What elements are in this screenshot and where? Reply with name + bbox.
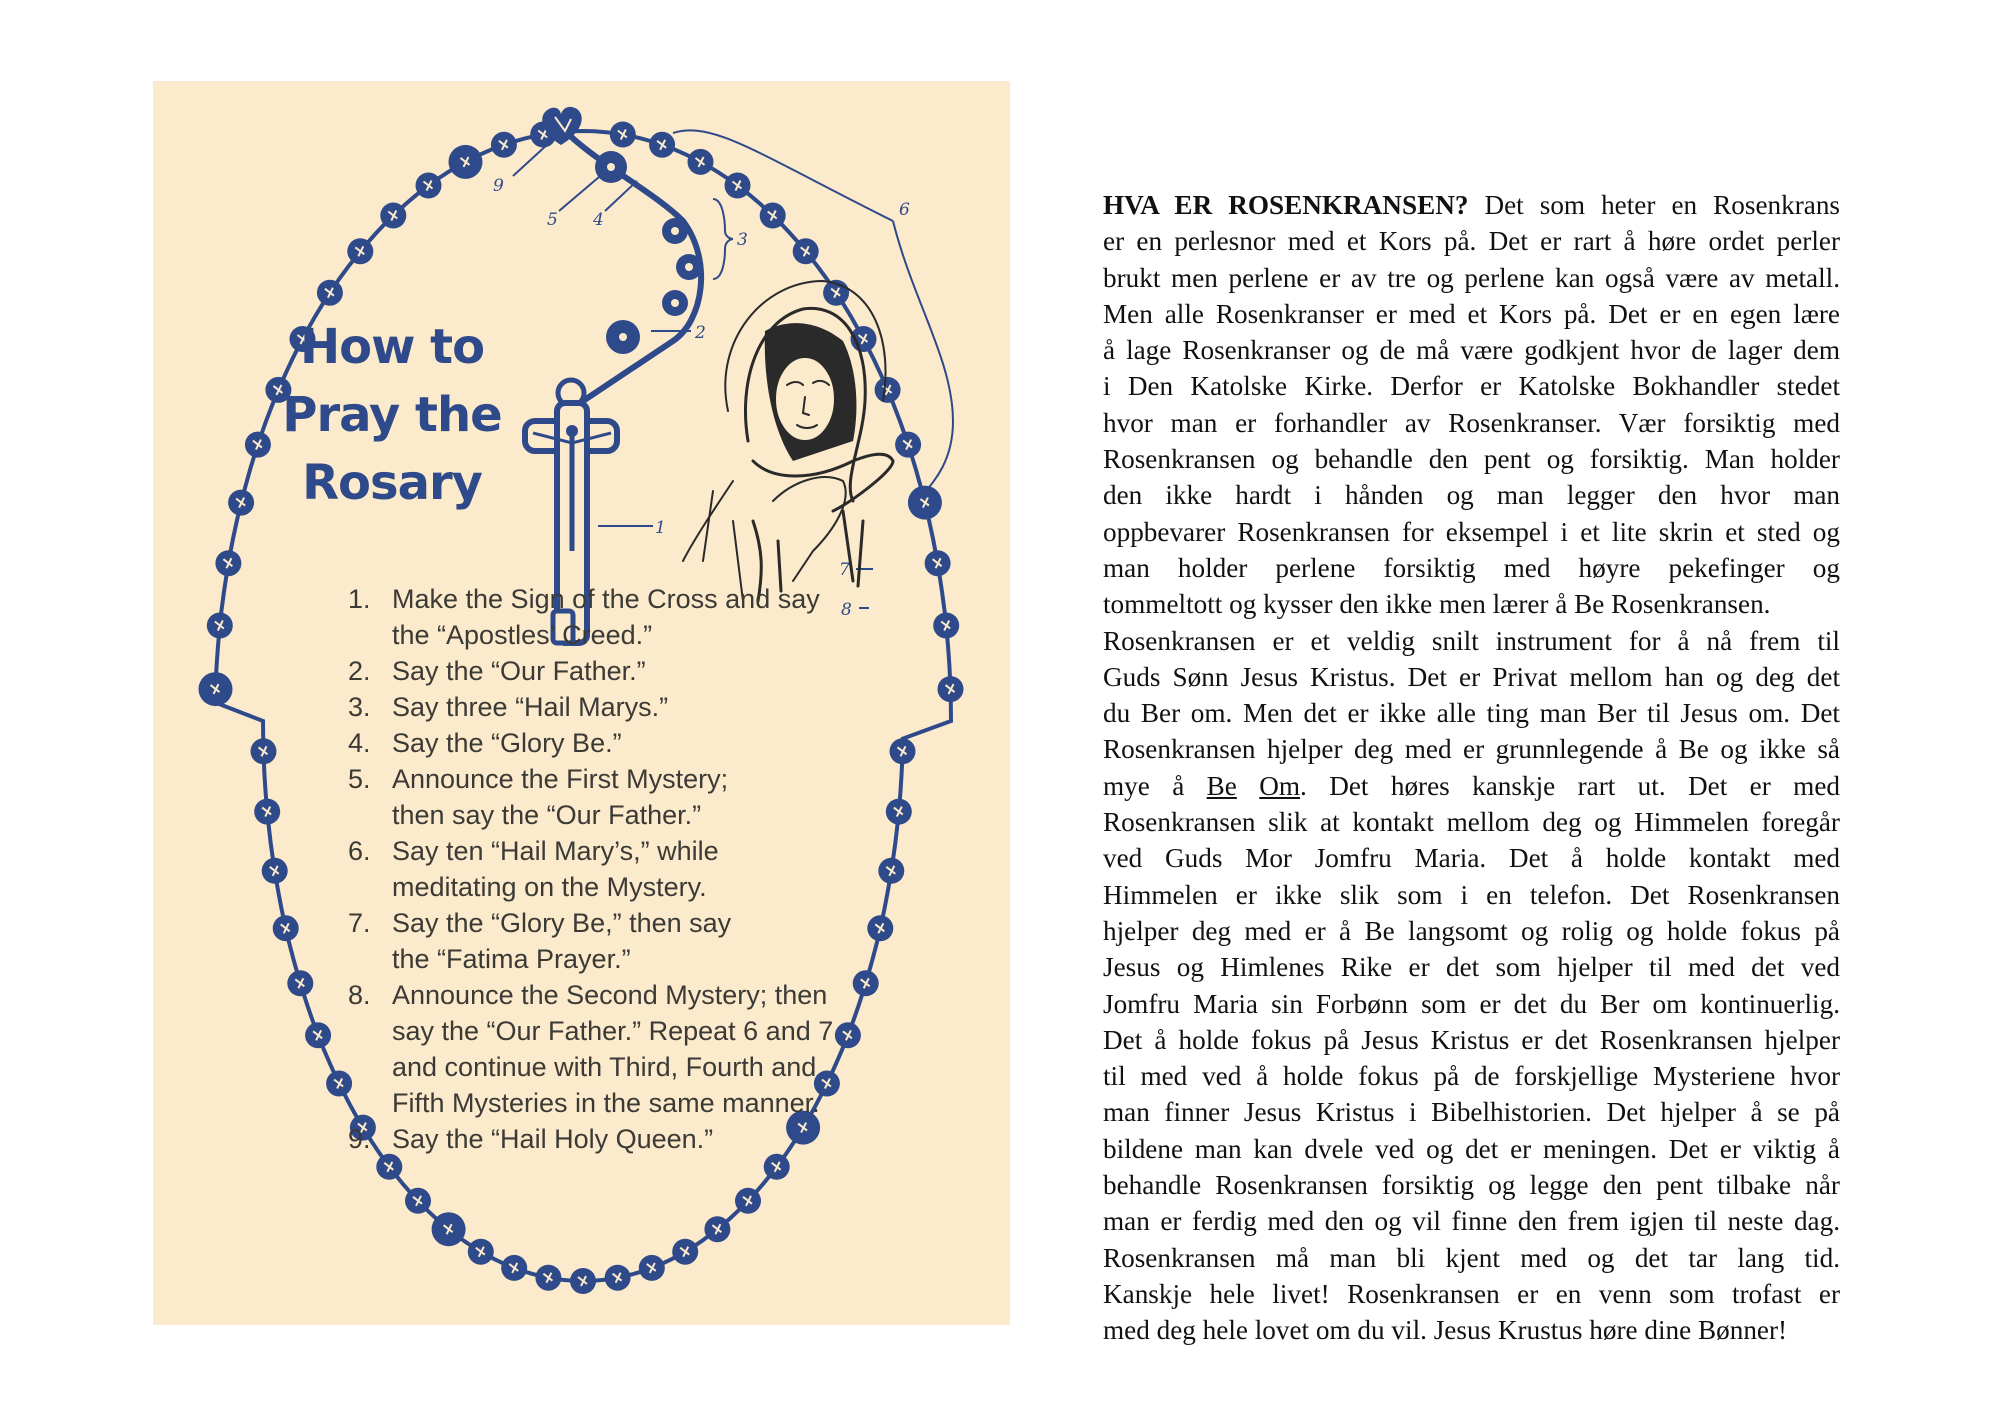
step-text-line: say the “Our Father.” Repeat 6 and 7: [392, 1016, 834, 1046]
rosary-step: [348, 689, 868, 725]
rosary-step: [348, 761, 868, 833]
step-number: 6.: [348, 836, 371, 866]
article-line: oppbevarer Rosenkransen for eksempel i et lite skrin et sted og: [1103, 516, 1840, 547]
article-line-text: Det som heter en Rosenkrans: [1468, 190, 1840, 220]
callout-label-9: 9: [493, 176, 504, 196]
step-text-line: then say the “Our Father.”: [392, 800, 702, 830]
article-line: i Den Katolske Kirke. Derfor er Katolske Bokhandler stedet: [1103, 371, 1840, 402]
article-line: Rosenkransen må man bli kjent med og det tar lang tid.: [1103, 1242, 1840, 1273]
step-text-line: Say ten “Hail Mary’s,” while: [392, 836, 719, 866]
article-line: Men alle Rosenkranser er med et Kors på. Det er en egen lære: [1103, 298, 1840, 329]
article-line: [1103, 187, 1840, 223]
rosary-step: [348, 977, 868, 1121]
rosary-step: [348, 833, 868, 905]
step-number: 5.: [348, 764, 371, 794]
underlined-word: Be: [1206, 770, 1237, 801]
step-number: 1.: [348, 584, 371, 614]
article-line: man er ferdig med den og vil finne den frem igjen til neste dag.: [1103, 1206, 1840, 1237]
step-text-line: Fifth Mysteries in the same manner.: [392, 1088, 820, 1118]
article-line: brukt men perlene er av tre og perlene kan også være av metall.: [1103, 262, 1840, 293]
article-line-text: mye å: [1103, 770, 1207, 801]
step-text-line: Make the Sign of the Cross and say: [392, 584, 820, 614]
step-number: 8.: [348, 980, 371, 1010]
callout-label-8: 8: [841, 600, 852, 620]
article-line: Guds Sønn Jesus Kristus. Det er Privat mellom han og deg det: [1103, 661, 1840, 692]
article-line: Himmelen er ikke slik som i en telefon. Det Rosenkransen: [1103, 879, 1840, 910]
article-line: hvor man er forhandler av Rosenkranser. Vær forsiktig med: [1103, 407, 1840, 438]
callout-label-1: 1: [655, 518, 666, 538]
step-text-line: Announce the Second Mystery; then: [392, 980, 828, 1010]
article-line: du Ber om. Men det er ikke alle ting man Ber til Jesus om. Det: [1103, 698, 1840, 729]
article-line: Rosenkransen hjelper deg med er grunnlegende å Be og ikke så: [1103, 734, 1840, 765]
article-line-text: . Det høres kanskje rart ut. Det er med: [1300, 770, 1840, 801]
article-line: Rosenkransen slik at kontakt mellom deg og Himmelen foregår: [1103, 807, 1840, 838]
step-text-line: Say the “Our Father.”: [392, 656, 646, 686]
article-line: Rosenkransen er et veldig snilt instrument for å nå frem til: [1103, 625, 1840, 656]
callout-label-5: 5: [547, 210, 558, 230]
article-line: behandle Rosenkransen forsiktig og legge den pent tilbake når: [1103, 1170, 1840, 1201]
bead-highlight: [671, 227, 679, 235]
bead-highlight: [607, 163, 615, 171]
article-line: å lage Rosenkranser og de må være godkjent hvor de lager dem: [1103, 335, 1840, 366]
step-number: 2.: [348, 656, 371, 686]
step-text-line: meditating on the Mystery.: [392, 872, 707, 902]
article-line: tommeltott og kysser den ikke men lærer å Be Rosenkransen.: [1103, 589, 1771, 620]
article-line: Kanskje hele livet! Rosenkransen er en venn som trofast er: [1103, 1278, 1840, 1309]
article-line: hjelper deg med er å Be langsomt og rolig og holde fokus på: [1103, 915, 1840, 946]
card-title-line: Rosary: [302, 455, 482, 511]
article-line: bildene man kan dvele ved og det er meningen. Det er viktig å: [1103, 1133, 1840, 1164]
step-number: 3.: [348, 692, 371, 722]
underlined-word: Om: [1259, 770, 1301, 801]
callout-label-3: 3: [737, 230, 748, 250]
step-text-line: Announce the First Mystery;: [392, 764, 729, 794]
step-text-line: Say the “Glory Be,” then say: [392, 908, 732, 938]
callout-label-4: 4: [593, 210, 604, 230]
bead-highlight: [685, 263, 693, 271]
article-line: med deg hele lovet om du vil. Jesus Krustus høre dine Bønner!: [1103, 1315, 1788, 1346]
article-line: [1103, 768, 1840, 804]
step-number: 7.: [348, 908, 371, 938]
step-text-line: the “Fatima Prayer.”: [392, 944, 631, 974]
rosary-step: [348, 905, 868, 977]
article-line: Jesus og Himlenes Rike er det som hjelper til med det ved: [1103, 952, 1840, 983]
step-text-line: the “Apostles’ Creed.”: [392, 620, 653, 650]
article-line: man holder perlene forsiktig med høyre pekefinger og: [1103, 552, 1840, 583]
article-heading: HVA ER ROSENKRANSEN?: [1103, 190, 1469, 220]
step-text-line: and continue with Third, Fourth and: [392, 1052, 817, 1082]
step-text-line: Say the “Hail Holy Queen.”: [392, 1124, 714, 1154]
callout-label-6: 6: [899, 200, 910, 220]
bead-highlight: [671, 299, 679, 307]
article-line: Det å holde fokus på Jesus Kristus er det Rosenkransen hjelper: [1103, 1024, 1840, 1055]
article-line: til med ved å holde fokus på de forskjellige Mysteriene hvor: [1103, 1061, 1840, 1092]
article-line: Rosenkransen og behandle den pent og forsiktig. Man holder: [1103, 444, 1840, 475]
callout-label-7: 7: [839, 560, 850, 580]
rosary-step: [348, 1121, 868, 1157]
card-title: [275, 313, 509, 517]
step-text-line: Say the “Glory Be.”: [392, 728, 622, 758]
rosary-steps-list: [348, 581, 868, 1157]
article-body: [1103, 187, 1840, 1349]
rosary-step: [348, 653, 868, 689]
rosary-step: [348, 725, 868, 761]
callout-label-2: 2: [695, 323, 706, 343]
article-line: Jomfru Maria sin Forbønn som er det du Ber om kontinuerlig.: [1103, 988, 1840, 1019]
step-text-line: Say three “Hail Marys.”: [392, 692, 669, 722]
article-line-text: [1237, 771, 1259, 801]
article-line: ved Guds Mor Jomfru Maria. Det å holde kontakt med: [1103, 843, 1840, 874]
article-line: den ikke hardt i hånden og man legger den hvor man: [1103, 480, 1840, 511]
step-number: 4.: [348, 728, 371, 758]
card-title-line: How to: [299, 319, 485, 375]
rosary-card: [153, 81, 1010, 1325]
article-line: er en perlesnor med et Kors på. Det er rart å høre ordet perler: [1103, 226, 1840, 257]
article-line: man finner Jesus Kristus i Bibelhistorien. Det hjelper å se på: [1103, 1097, 1840, 1128]
bead-highlight: [619, 333, 627, 341]
rosary-step: [348, 581, 868, 653]
step-number: 9.: [348, 1124, 371, 1154]
card-title-line: Pray the: [282, 387, 502, 443]
